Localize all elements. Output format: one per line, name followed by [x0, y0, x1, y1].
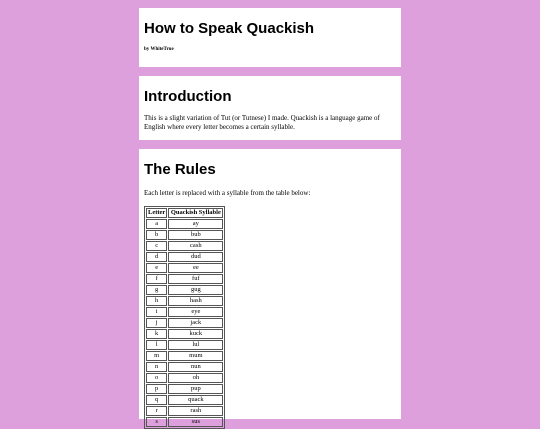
syllable-cell: sus [168, 417, 223, 427]
syllable-cell: dud [168, 252, 223, 262]
table-row [146, 351, 223, 361]
letter-cell: i [146, 307, 167, 317]
rules-text: Each letter is replaced with a syllable from the table below: [144, 189, 311, 197]
rules-card [139, 149, 401, 425]
table-row [146, 340, 223, 350]
table-row [146, 406, 223, 416]
letter-cell: k [146, 329, 167, 339]
letter-cell: j [146, 318, 167, 328]
column-header-letter: Letter [148, 209, 166, 216]
table-header-row [146, 208, 223, 218]
syllable-cell: jack [168, 318, 223, 328]
table-row [146, 285, 223, 295]
syllable-cell: rash [168, 406, 223, 416]
syllable-cell: kuck [168, 329, 223, 339]
syllable-cell: hash [168, 296, 223, 306]
letter-cell: l [146, 340, 167, 350]
letter-cell: g [146, 285, 167, 295]
table-row [146, 274, 223, 284]
table-row [146, 219, 223, 229]
column-header-syllable: Quackish Syllable [168, 208, 223, 218]
syllable-cell: eye [168, 307, 223, 317]
letter-cell: b [146, 230, 167, 240]
syllable-cell: gug [168, 285, 223, 295]
introduction-text: This is a slight variation of Tut (or Tutnese) I made. Quackish is a language game of English where every letter becomes a certain syllable. [144, 114, 380, 131]
table-row [146, 241, 223, 251]
letter-cell: a [146, 219, 167, 229]
syllable-cell: ee [168, 263, 223, 273]
table-row [146, 252, 223, 262]
table-row [146, 417, 223, 427]
table-row [146, 329, 223, 339]
syllable-cell: cash [168, 241, 223, 251]
syllable-cell: lul [168, 340, 223, 350]
letter-cell: h [146, 296, 167, 306]
table-row [146, 230, 223, 240]
table-row [146, 307, 223, 317]
table-row [146, 384, 223, 394]
table-row [146, 263, 223, 273]
syllable-cell: mum [168, 351, 223, 361]
syllable-cell: bub [168, 230, 223, 240]
letter-cell: e [146, 263, 167, 273]
letter-cell: q [146, 395, 167, 405]
letter-cell: d [146, 252, 167, 262]
rules-heading: The Rules [144, 161, 216, 178]
syllable-cell: fuf [168, 274, 223, 284]
syllable-cell: quack [168, 395, 223, 405]
page-title: How to Speak Quackish [144, 20, 315, 37]
letter-cell: r [146, 406, 167, 416]
introduction-heading: Introduction [144, 88, 232, 105]
syllable-table-body [146, 219, 223, 427]
letter-cell: c [146, 241, 167, 251]
table-row [146, 395, 223, 405]
syllable-cell: ay [168, 219, 223, 229]
table-row [146, 318, 223, 328]
syllable-cell: nun [168, 362, 223, 372]
letter-cell: n [146, 362, 167, 372]
letter-cell: m [146, 351, 167, 361]
table-row [146, 362, 223, 372]
introduction-card [139, 76, 401, 140]
letter-cell: p [146, 384, 167, 394]
byline: by WhiteTrue [144, 47, 174, 52]
syllable-cell: pup [168, 384, 223, 394]
letter-cell: f [146, 274, 167, 284]
table-row [146, 373, 223, 383]
syllable-cell: oh [168, 373, 223, 383]
letter-cell: s [146, 417, 167, 427]
table-row [146, 296, 223, 306]
title-card [139, 8, 401, 67]
syllable-table [144, 206, 225, 429]
letter-cell: o [146, 373, 167, 383]
